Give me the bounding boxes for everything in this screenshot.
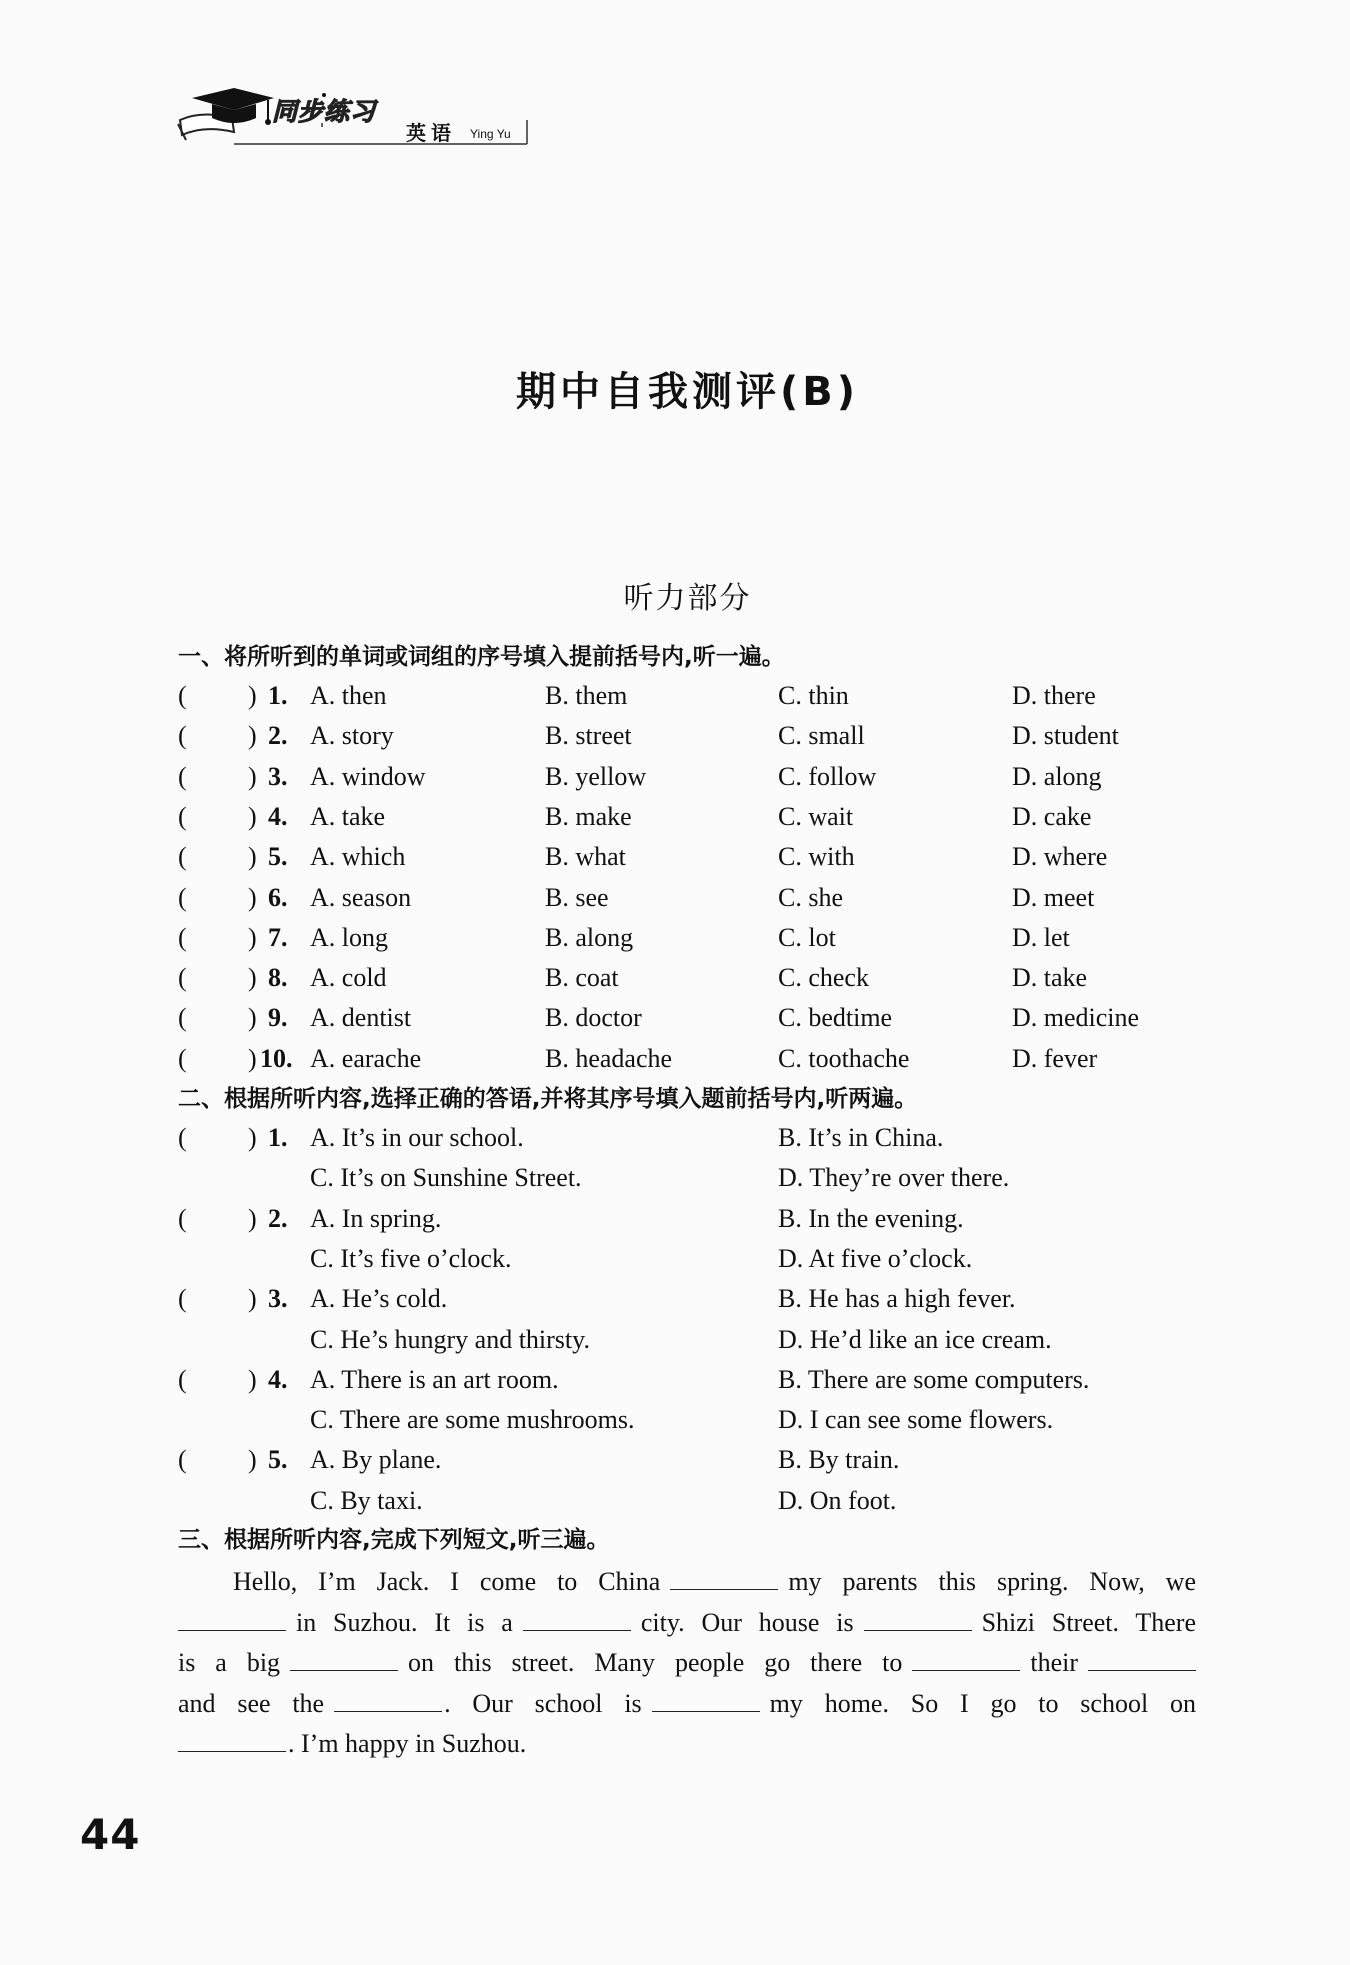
answer-bracket-close: ) bbox=[248, 801, 257, 831]
section1-heading: 一、将所听到的单词或词组的序号填入提前括号内,听一遍。 bbox=[178, 644, 785, 670]
answer-bracket-close: ) bbox=[248, 1203, 257, 1233]
answer-bracket-close: ) bbox=[248, 922, 257, 952]
section3-heading: 三、根据所听内容,完成下列短文,听三遍。 bbox=[178, 1527, 610, 1553]
option-b: B. In the evening. bbox=[778, 1203, 964, 1233]
answer-bracket-close: ) bbox=[248, 1284, 257, 1314]
section2-question-continued bbox=[0, 1401, 1350, 1439]
option-a: A. then bbox=[310, 681, 387, 710]
answer-bracket-open[interactable]: ( bbox=[178, 963, 187, 993]
answer-bracket-open[interactable]: ( bbox=[178, 922, 187, 952]
option-d: D. take bbox=[1012, 963, 1088, 993]
passage-text: and see the bbox=[178, 1688, 325, 1718]
answer-blank[interactable] bbox=[334, 1685, 442, 1712]
question-number: 2. bbox=[268, 721, 288, 751]
passage-text: Shizi Street. There bbox=[981, 1607, 1196, 1637]
option-b: B. yellow bbox=[545, 761, 647, 791]
option-d: D. cake bbox=[1012, 801, 1092, 831]
question-number: 7. bbox=[268, 922, 288, 952]
section2-question bbox=[0, 1441, 1350, 1479]
option-a: A. cold bbox=[310, 963, 387, 993]
option-c: C. bedtime bbox=[778, 1003, 893, 1033]
option-b: B. along bbox=[545, 922, 634, 952]
passage-text: my parents this spring. Now, we bbox=[788, 1567, 1196, 1596]
question-number: 10. bbox=[260, 1043, 293, 1073]
option-a: A. window bbox=[310, 761, 426, 791]
option-b: B. He has a high fever. bbox=[778, 1284, 1016, 1314]
option-c: C. wait bbox=[778, 801, 854, 831]
part-title: 听力部分 bbox=[623, 581, 752, 616]
option-d: D. I can see some flowers. bbox=[778, 1405, 1054, 1435]
passage-text: city. Our house is bbox=[640, 1607, 854, 1637]
option-a: A. dentist bbox=[310, 1003, 412, 1033]
answer-bracket-open[interactable]: ( bbox=[178, 1123, 187, 1152]
option-a: A. In spring. bbox=[310, 1203, 442, 1233]
answer-blank[interactable] bbox=[670, 1563, 778, 1590]
option-d: D. He’d like an ice cream. bbox=[778, 1324, 1052, 1354]
header-pinyin: Ying Yu bbox=[470, 127, 511, 141]
option-a: A. By plane. bbox=[310, 1445, 442, 1475]
question-number: 6. bbox=[268, 882, 288, 912]
answer-bracket-close: ) bbox=[248, 1003, 257, 1033]
question-number: 4. bbox=[268, 1364, 288, 1394]
section2-question bbox=[0, 1119, 1350, 1157]
answer-bracket-open[interactable]: ( bbox=[178, 761, 187, 791]
option-a: A. There is an art room. bbox=[310, 1364, 559, 1394]
section1-question bbox=[0, 879, 1350, 917]
option-a: A. earache bbox=[310, 1043, 422, 1073]
option-c: C. small bbox=[778, 721, 865, 751]
answer-bracket-open[interactable]: ( bbox=[178, 1043, 187, 1073]
passage-line bbox=[178, 1643, 1196, 1684]
answer-blank[interactable] bbox=[912, 1644, 1020, 1671]
section1-question bbox=[0, 838, 1350, 876]
option-b: B. them bbox=[545, 681, 628, 710]
answer-blank[interactable] bbox=[178, 1604, 286, 1631]
option-d: D. let bbox=[1012, 922, 1070, 952]
passage-text: . Our school is bbox=[444, 1688, 642, 1718]
question-number: 1. bbox=[268, 1123, 288, 1152]
passage-text: . I’m happy in Suzhou. bbox=[288, 1729, 527, 1758]
option-b: B. It’s in China. bbox=[778, 1123, 944, 1152]
section1-question bbox=[0, 919, 1350, 957]
option-c: C. thin bbox=[778, 681, 849, 710]
option-d: D. At five o’clock. bbox=[778, 1243, 973, 1273]
option-a: A. take bbox=[310, 801, 386, 831]
option-b: B. see bbox=[545, 882, 609, 912]
option-b: B. headache bbox=[545, 1043, 673, 1073]
passage-text: my home. So I go to school on bbox=[769, 1688, 1196, 1718]
option-c: C. toothache bbox=[778, 1043, 910, 1073]
answer-bracket-close: ) bbox=[248, 1043, 257, 1073]
option-a: A. long bbox=[310, 922, 388, 952]
option-d: D. They’re over there. bbox=[778, 1163, 1010, 1193]
answer-blank[interactable] bbox=[178, 1725, 286, 1752]
passage-line bbox=[178, 1724, 1196, 1765]
passage-line bbox=[178, 1603, 1196, 1644]
option-a: A. story bbox=[310, 721, 394, 751]
section1-question bbox=[0, 798, 1350, 836]
answer-blank[interactable] bbox=[523, 1604, 631, 1631]
answer-bracket-close: ) bbox=[248, 1364, 257, 1394]
answer-bracket-close: ) bbox=[248, 1123, 257, 1152]
section2-question-continued bbox=[0, 1240, 1350, 1278]
section2-question-continued bbox=[0, 1321, 1350, 1359]
section2-question-continued bbox=[0, 1482, 1350, 1520]
option-c: C. There are some mushrooms. bbox=[310, 1405, 635, 1435]
section1-question bbox=[0, 758, 1350, 796]
page-number: 44 bbox=[80, 1810, 141, 1859]
option-a: A. It’s in our school. bbox=[310, 1123, 524, 1152]
option-c: C. He’s hungry and thirsty. bbox=[310, 1324, 590, 1354]
option-b: B. By train. bbox=[778, 1445, 900, 1475]
section2-question bbox=[0, 1200, 1350, 1238]
answer-bracket-open[interactable]: ( bbox=[178, 1203, 187, 1233]
answer-bracket-close: ) bbox=[248, 842, 257, 872]
cloze-passage bbox=[178, 1562, 1196, 1765]
answer-bracket-open[interactable]: ( bbox=[178, 1445, 187, 1475]
option-d: D. there bbox=[1012, 681, 1096, 710]
section1-question bbox=[0, 999, 1350, 1037]
question-number: 3. bbox=[268, 1284, 288, 1314]
question-number: 5. bbox=[268, 842, 288, 872]
answer-bracket-open[interactable]: ( bbox=[178, 882, 187, 912]
passage-text: on this street. Many people go there to bbox=[408, 1648, 903, 1677]
header-subject: 英语 bbox=[406, 121, 456, 145]
option-c: C. follow bbox=[778, 761, 877, 791]
header-brand: 同步练习 bbox=[272, 97, 377, 126]
question-number: 5. bbox=[268, 1445, 288, 1475]
passage-line bbox=[178, 1562, 1196, 1603]
answer-bracket-close: ) bbox=[248, 681, 257, 710]
page-title: 期中自我测评(B) bbox=[515, 369, 860, 415]
option-d: D. student bbox=[1012, 721, 1119, 751]
option-b: B. street bbox=[545, 721, 632, 751]
passage-text: Hello, I’m Jack. I come to China bbox=[233, 1567, 661, 1596]
answer-bracket-open[interactable]: ( bbox=[178, 721, 187, 751]
option-d: D. medicine bbox=[1012, 1003, 1140, 1033]
option-b: B. coat bbox=[545, 963, 619, 993]
section1-question bbox=[0, 1040, 1350, 1078]
passage-text: in Suzhou. It is a bbox=[296, 1607, 513, 1637]
option-d: D. meet bbox=[1012, 882, 1095, 912]
answer-bracket-close: ) bbox=[248, 721, 257, 751]
answer-bracket-open[interactable]: ( bbox=[178, 681, 187, 710]
option-c: C. with bbox=[778, 842, 855, 872]
passage-text: their bbox=[1030, 1648, 1078, 1677]
option-c: C. she bbox=[778, 882, 843, 912]
option-d: D. where bbox=[1012, 842, 1108, 872]
answer-bracket-close: ) bbox=[248, 761, 257, 791]
section2-question-continued bbox=[0, 1159, 1350, 1197]
section1-question bbox=[0, 959, 1350, 997]
option-d: D. fever bbox=[1012, 1043, 1098, 1073]
answer-blank[interactable] bbox=[1088, 1644, 1196, 1671]
answer-bracket-open[interactable]: ( bbox=[178, 1003, 187, 1033]
answer-bracket-open[interactable]: ( bbox=[178, 1364, 187, 1394]
answer-blank[interactable] bbox=[652, 1685, 760, 1712]
section2-question bbox=[0, 1361, 1350, 1399]
passage-line bbox=[178, 1684, 1196, 1725]
option-b: B. doctor bbox=[545, 1003, 642, 1033]
section1-question bbox=[0, 717, 1350, 755]
option-c: C. check bbox=[778, 963, 869, 993]
question-number: 4. bbox=[268, 801, 288, 831]
option-b: B. There are some computers. bbox=[778, 1364, 1090, 1394]
option-d: D. along bbox=[1012, 761, 1102, 791]
section2-question bbox=[0, 1280, 1350, 1318]
option-c: C. lot bbox=[778, 922, 836, 952]
option-b: B. what bbox=[545, 842, 626, 872]
option-c: C. It’s five o’clock. bbox=[310, 1243, 512, 1273]
answer-blank[interactable] bbox=[290, 1644, 398, 1671]
option-b: B. make bbox=[545, 801, 632, 831]
option-c: C. It’s on Sunshine Street. bbox=[310, 1163, 582, 1193]
option-d: D. On foot. bbox=[778, 1485, 897, 1515]
option-c: C. By taxi. bbox=[310, 1485, 423, 1515]
option-a: A. He’s cold. bbox=[310, 1284, 448, 1314]
answer-bracket-close: ) bbox=[248, 963, 257, 993]
answer-bracket-open[interactable]: ( bbox=[178, 801, 187, 831]
answer-bracket-close: ) bbox=[248, 882, 257, 912]
question-number: 3. bbox=[268, 761, 288, 791]
question-number: 8. bbox=[268, 963, 288, 993]
answer-bracket-open[interactable]: ( bbox=[178, 1284, 187, 1314]
section1-question bbox=[0, 677, 1350, 715]
option-a: A. season bbox=[310, 882, 412, 912]
answer-bracket-close: ) bbox=[248, 1445, 257, 1475]
answer-blank[interactable] bbox=[864, 1604, 972, 1631]
passage-text: is a big bbox=[178, 1648, 281, 1677]
option-a: A. which bbox=[310, 842, 406, 872]
question-number: 2. bbox=[268, 1203, 288, 1233]
question-number: 9. bbox=[268, 1003, 288, 1033]
answer-bracket-open[interactable]: ( bbox=[178, 842, 187, 872]
question-number: 1. bbox=[268, 681, 288, 710]
section2-heading: 二、根据所听内容,选择正确的答语,并将其序号填入题前括号内,听两遍。 bbox=[178, 1086, 918, 1112]
